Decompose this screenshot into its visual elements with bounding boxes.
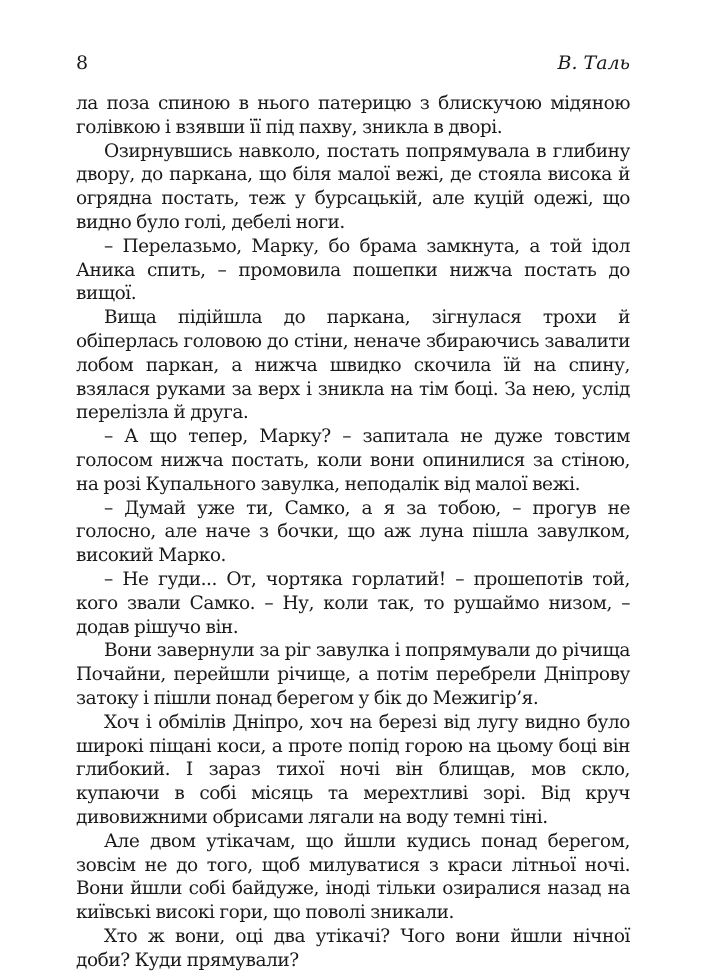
- paragraph: – Не гуди... От, чортяка горлатий! – прошепотів той, кого звали Самко. – Ну, коли так, то рушаймо низом, – додав рішучо він.: [76, 568, 630, 638]
- book-page: [76, 52, 630, 972]
- paragraph: Озирнувшись навколо, постать попрямувала в глибину двору, до паркана, що біля малої вежі, де стояла висока й огрядна постать, теж у бурсацькій, але куцій одежі, що видно було голі, дебелі ноги.: [76, 140, 630, 233]
- paragraph: – Думай уже ти, Самко, а я за тобою, – прогув не голосно, але наче з бочки, що аж луна пішла завулком, високий Марко.: [76, 497, 630, 567]
- paragraph: – А що тепер, Марку? – запитала не дуже товстим голосом нижча постать, коли вони опинилися за стіною, на розі Купального завулка, неподалік від малої вежі.: [76, 426, 630, 495]
- page-number: 8: [76, 52, 89, 74]
- running-head-author: В. Таль: [557, 52, 630, 74]
- paragraph: Але двом утікачам, що йшли кудись понад берегом, зовсім не до того, щоб милуватися з краси літньої ночі. Вони йшли собі байдуже, іноді тільки озиралися назад на київські високі гори, що поволі зникали.: [76, 830, 630, 924]
- paragraph: Хто ж вони, оці два утікачі? Чого вони йшли нічної доби? Куди прямували?: [76, 925, 630, 971]
- paragraph: ла поза спиною в нього патерицю з блискучою мідяною голівкою і взявши її під пахву, зникла в дворі.: [76, 93, 630, 138]
- paragraph: Вища підійшла до паркана, зігнулася трохи й обіперлась головою до стіни, неначе збираючись завалити лобом паркан, а нижча швидко скочила їй на спину, взялася руками за верх і зникла на тім боці. За нею, услід перелізла й друга.: [76, 307, 630, 424]
- body-text: [76, 92, 630, 972]
- paragraph: Хоч і обмілів Дніпро, хоч на березі від лугу видно було широкі піщані коси, а проте попід горою на цьому боці він глибокий. І зараз тихої ночі він блищав, мов скло, купаючи в собі місяць та мерехтливі зорі. Від круч дивовижними обрисами лягали на воду темні тіні.: [76, 711, 630, 828]
- paragraph: – Перелазьмо, Марку, бо брама замкнута, а той ідол Аника спить, – промовила пошепки нижча постать до вищої.: [76, 235, 630, 305]
- running-head: [76, 52, 630, 86]
- paragraph: Вони завернули за ріг завулка і попрямували до річища Почайни, перейшли річище, а потім перебрели Дніпрову затоку і пішли понад берегом у бік до Межигір’я.: [76, 640, 630, 709]
